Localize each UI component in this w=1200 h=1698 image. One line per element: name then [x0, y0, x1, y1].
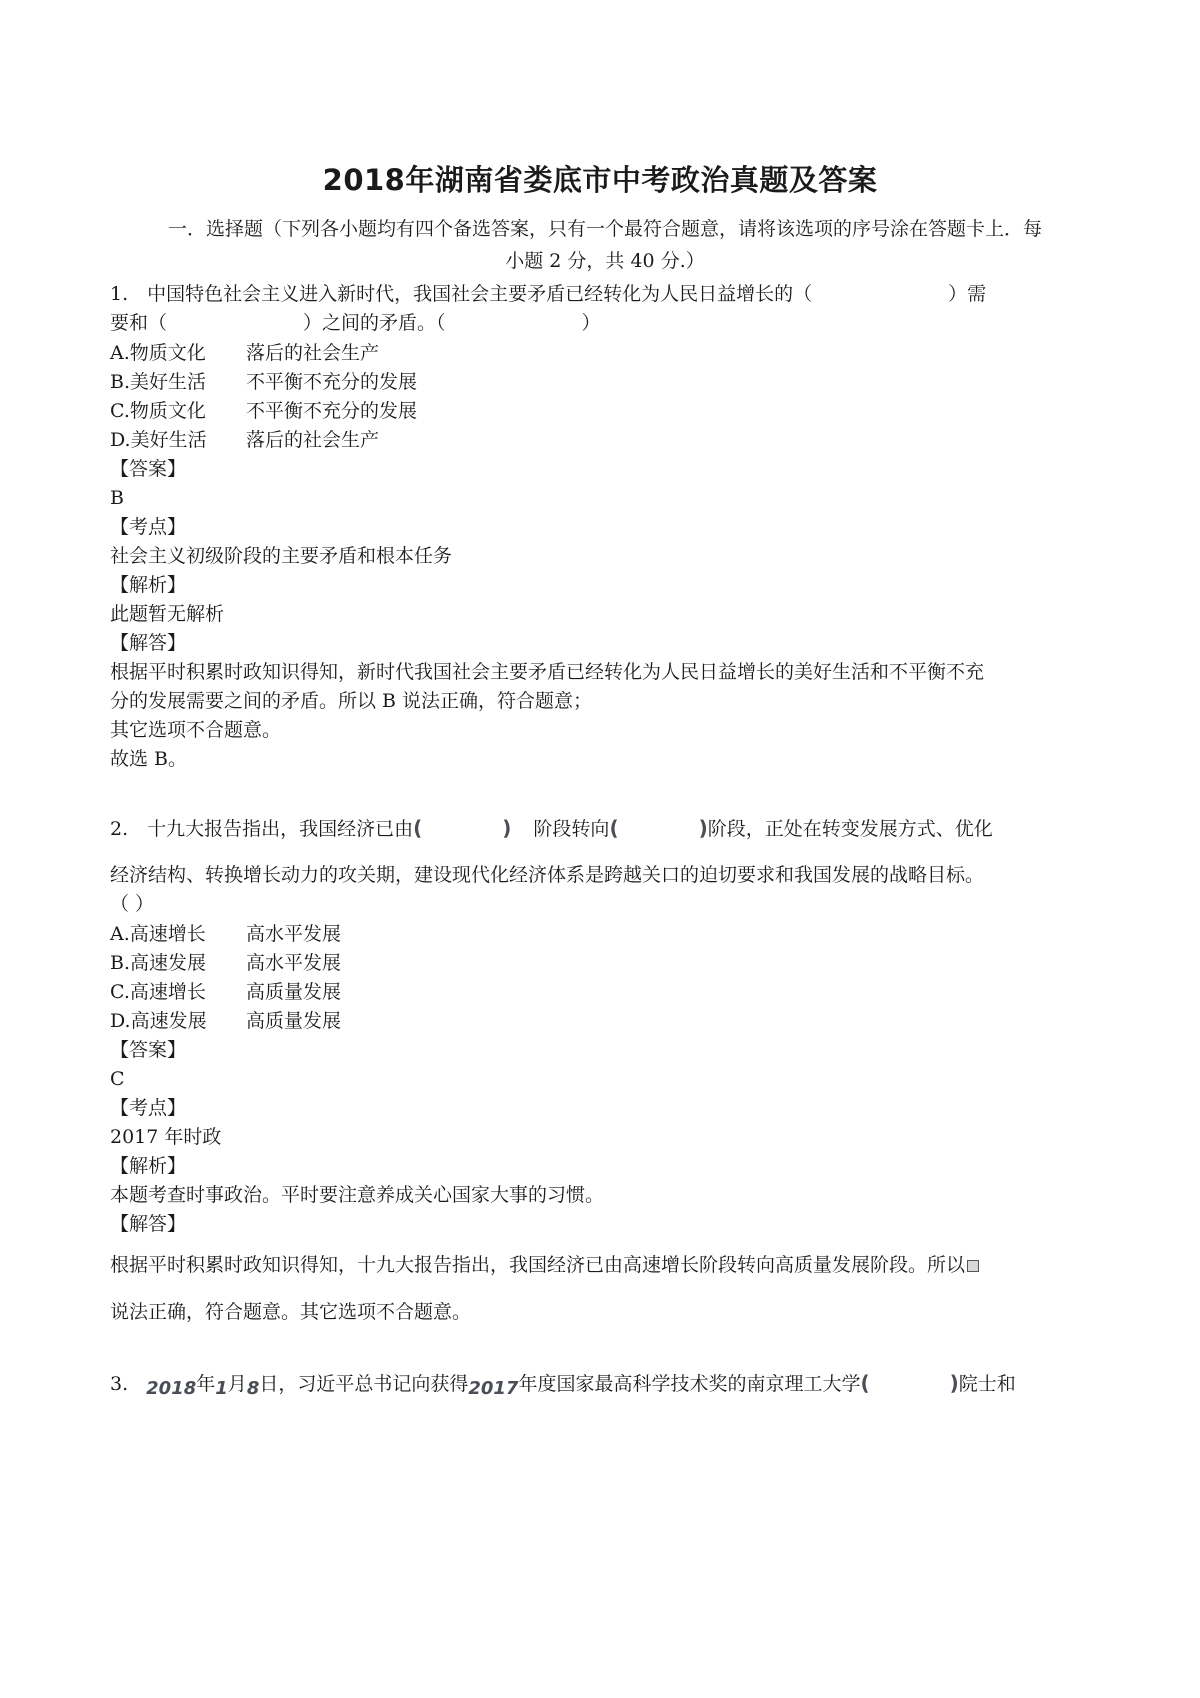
q1-option-b: B.美好生活 不平衡不充分的发展 — [110, 371, 418, 393]
q2-paren-open-2: ( — [609, 816, 619, 840]
q2-solution-label: 【解答】 — [110, 1213, 187, 1235]
q2-solution-line1: 根据平时积累时政知识得知，十九大报告指出，我国经济已由高速增长阶段转向高质量发展阶段。所以 — [110, 1252, 979, 1278]
q2-answer-label: 【答案】 — [110, 1039, 187, 1061]
q3-stem-text-c: 院士和 — [958, 1373, 1016, 1395]
q1-stem-text-b: ）需 — [948, 283, 987, 305]
q3-paren-close: ) — [949, 1371, 959, 1395]
q1-stem-text-e: ） — [581, 312, 601, 334]
q3-stem-line1: 3. 2018年1月8日，习近平总书记向获得2017年度国家最高科学技术奖的南京理工大学( )院士和 — [110, 1371, 1016, 1399]
q2-analysis-label: 【解析】 — [110, 1155, 187, 1177]
q3-number: 3. — [110, 1373, 129, 1395]
q1-answer: B — [110, 487, 124, 509]
q1-stem-text-d: ）之间的矛盾。（ — [303, 312, 446, 334]
q3-paren-open: ( — [860, 1371, 870, 1395]
q2-answer: C — [110, 1068, 125, 1090]
q1-option-c: C.物质文化 不平衡不充分的发展 — [110, 400, 418, 422]
q3-year2: 2017 — [468, 1378, 519, 1399]
section-heading — [110, 213, 1100, 277]
q3-stem-text-b: 年度国家最高科学技术奖的南京理工大学 — [518, 1373, 861, 1395]
section-heading-line1: 一．选择题（下列各小题均有四个备选答案，只有一个最符合题意，请将该选项的序号涂在答题卡上．每 — [167, 218, 1042, 240]
q1-stem-line1 — [110, 281, 986, 307]
q1-solution-line2: 分的发展需要之间的矛盾。所以 B 说法正确，符合题意； — [110, 690, 593, 712]
q1-solution-line3: 其它选项不合题意。 — [110, 719, 282, 741]
q2-stem-line3: （ ） — [110, 893, 155, 915]
q2-stem-line1 — [110, 815, 993, 842]
q1-answer-label: 【答案】 — [110, 458, 187, 480]
q1-option-a: A.物质文化 落后的社会生产 — [110, 342, 380, 364]
q2-option-b: B.高速发展 高水平发展 — [110, 952, 342, 974]
image-placeholder-icon — [967, 1260, 979, 1272]
q2-option-d: D.高速发展 高质量发展 — [110, 1010, 342, 1032]
q3-stem-text-a: 日，习近平总书记向获得 — [259, 1373, 469, 1395]
q2-stem-line2: 经济结构、转换增长动力的攻关期，建设现代化经济体系是跨越关口的迫切要求和我国发展的战略目标。 — [110, 864, 985, 886]
q1-stem-text-c: 要和（ — [110, 312, 168, 334]
q2-paren-open-1: ( — [413, 816, 423, 840]
q2-option-c: C.高速增长 高质量发展 — [110, 981, 342, 1003]
q2-point-label: 【考点】 — [110, 1097, 187, 1119]
q3-month: 1 — [215, 1378, 228, 1399]
q1-option-d: D.美好生活 落后的社会生产 — [110, 429, 380, 451]
q2-stem-text-c: 阶段，正处在转变发展方式、优化 — [707, 818, 993, 840]
section-heading-line2: 小题 2 分，共 40 分.） — [505, 250, 705, 272]
q1-stem-text-a: 1. 中国特色社会主义进入新时代，我国社会主要矛盾已经转化为人民日益增长的（ — [110, 283, 813, 305]
page-title: 2018年湖南省娄底市中考政治真题及答案 — [322, 163, 878, 197]
q1-analysis-label: 【解析】 — [110, 574, 187, 596]
q1-analysis: 此题暂无解析 — [110, 603, 225, 625]
q2-paren-close-2: ) — [698, 816, 708, 840]
q1-solution-line4: 故选 B。 — [110, 748, 188, 770]
q1-solution-line1: 根据平时积累时政知识得知，新时代我国社会主要矛盾已经转化为人民日益增长的美好生活和不平衡不充 — [110, 661, 985, 683]
q2-option-a: A.高速增长 高水平发展 — [110, 923, 342, 945]
q1-solution-label: 【解答】 — [110, 632, 187, 654]
q2-stem-text-b: 阶段转向 — [533, 818, 610, 840]
q2-solution-line2: 说法正确，符合题意。其它选项不合题意。 — [110, 1301, 472, 1323]
q3-day: 8 — [246, 1378, 260, 1399]
q2-point: 2017 年时政 — [110, 1126, 222, 1148]
q3-year: 2018 — [146, 1378, 197, 1399]
q1-point: 社会主义初级阶段的主要矛盾和根本任务 — [110, 545, 453, 567]
q2-paren-close-1: ) — [502, 816, 512, 840]
q1-stem-line2 — [110, 310, 601, 336]
q1-point-label: 【考点】 — [110, 516, 187, 538]
q2-analysis: 本题考查时事政治。平时要注意养成关心国家大事的习惯。 — [110, 1184, 605, 1206]
q2-stem-text-a: 2. 十九大报告指出，我国经济已由 — [110, 818, 414, 840]
